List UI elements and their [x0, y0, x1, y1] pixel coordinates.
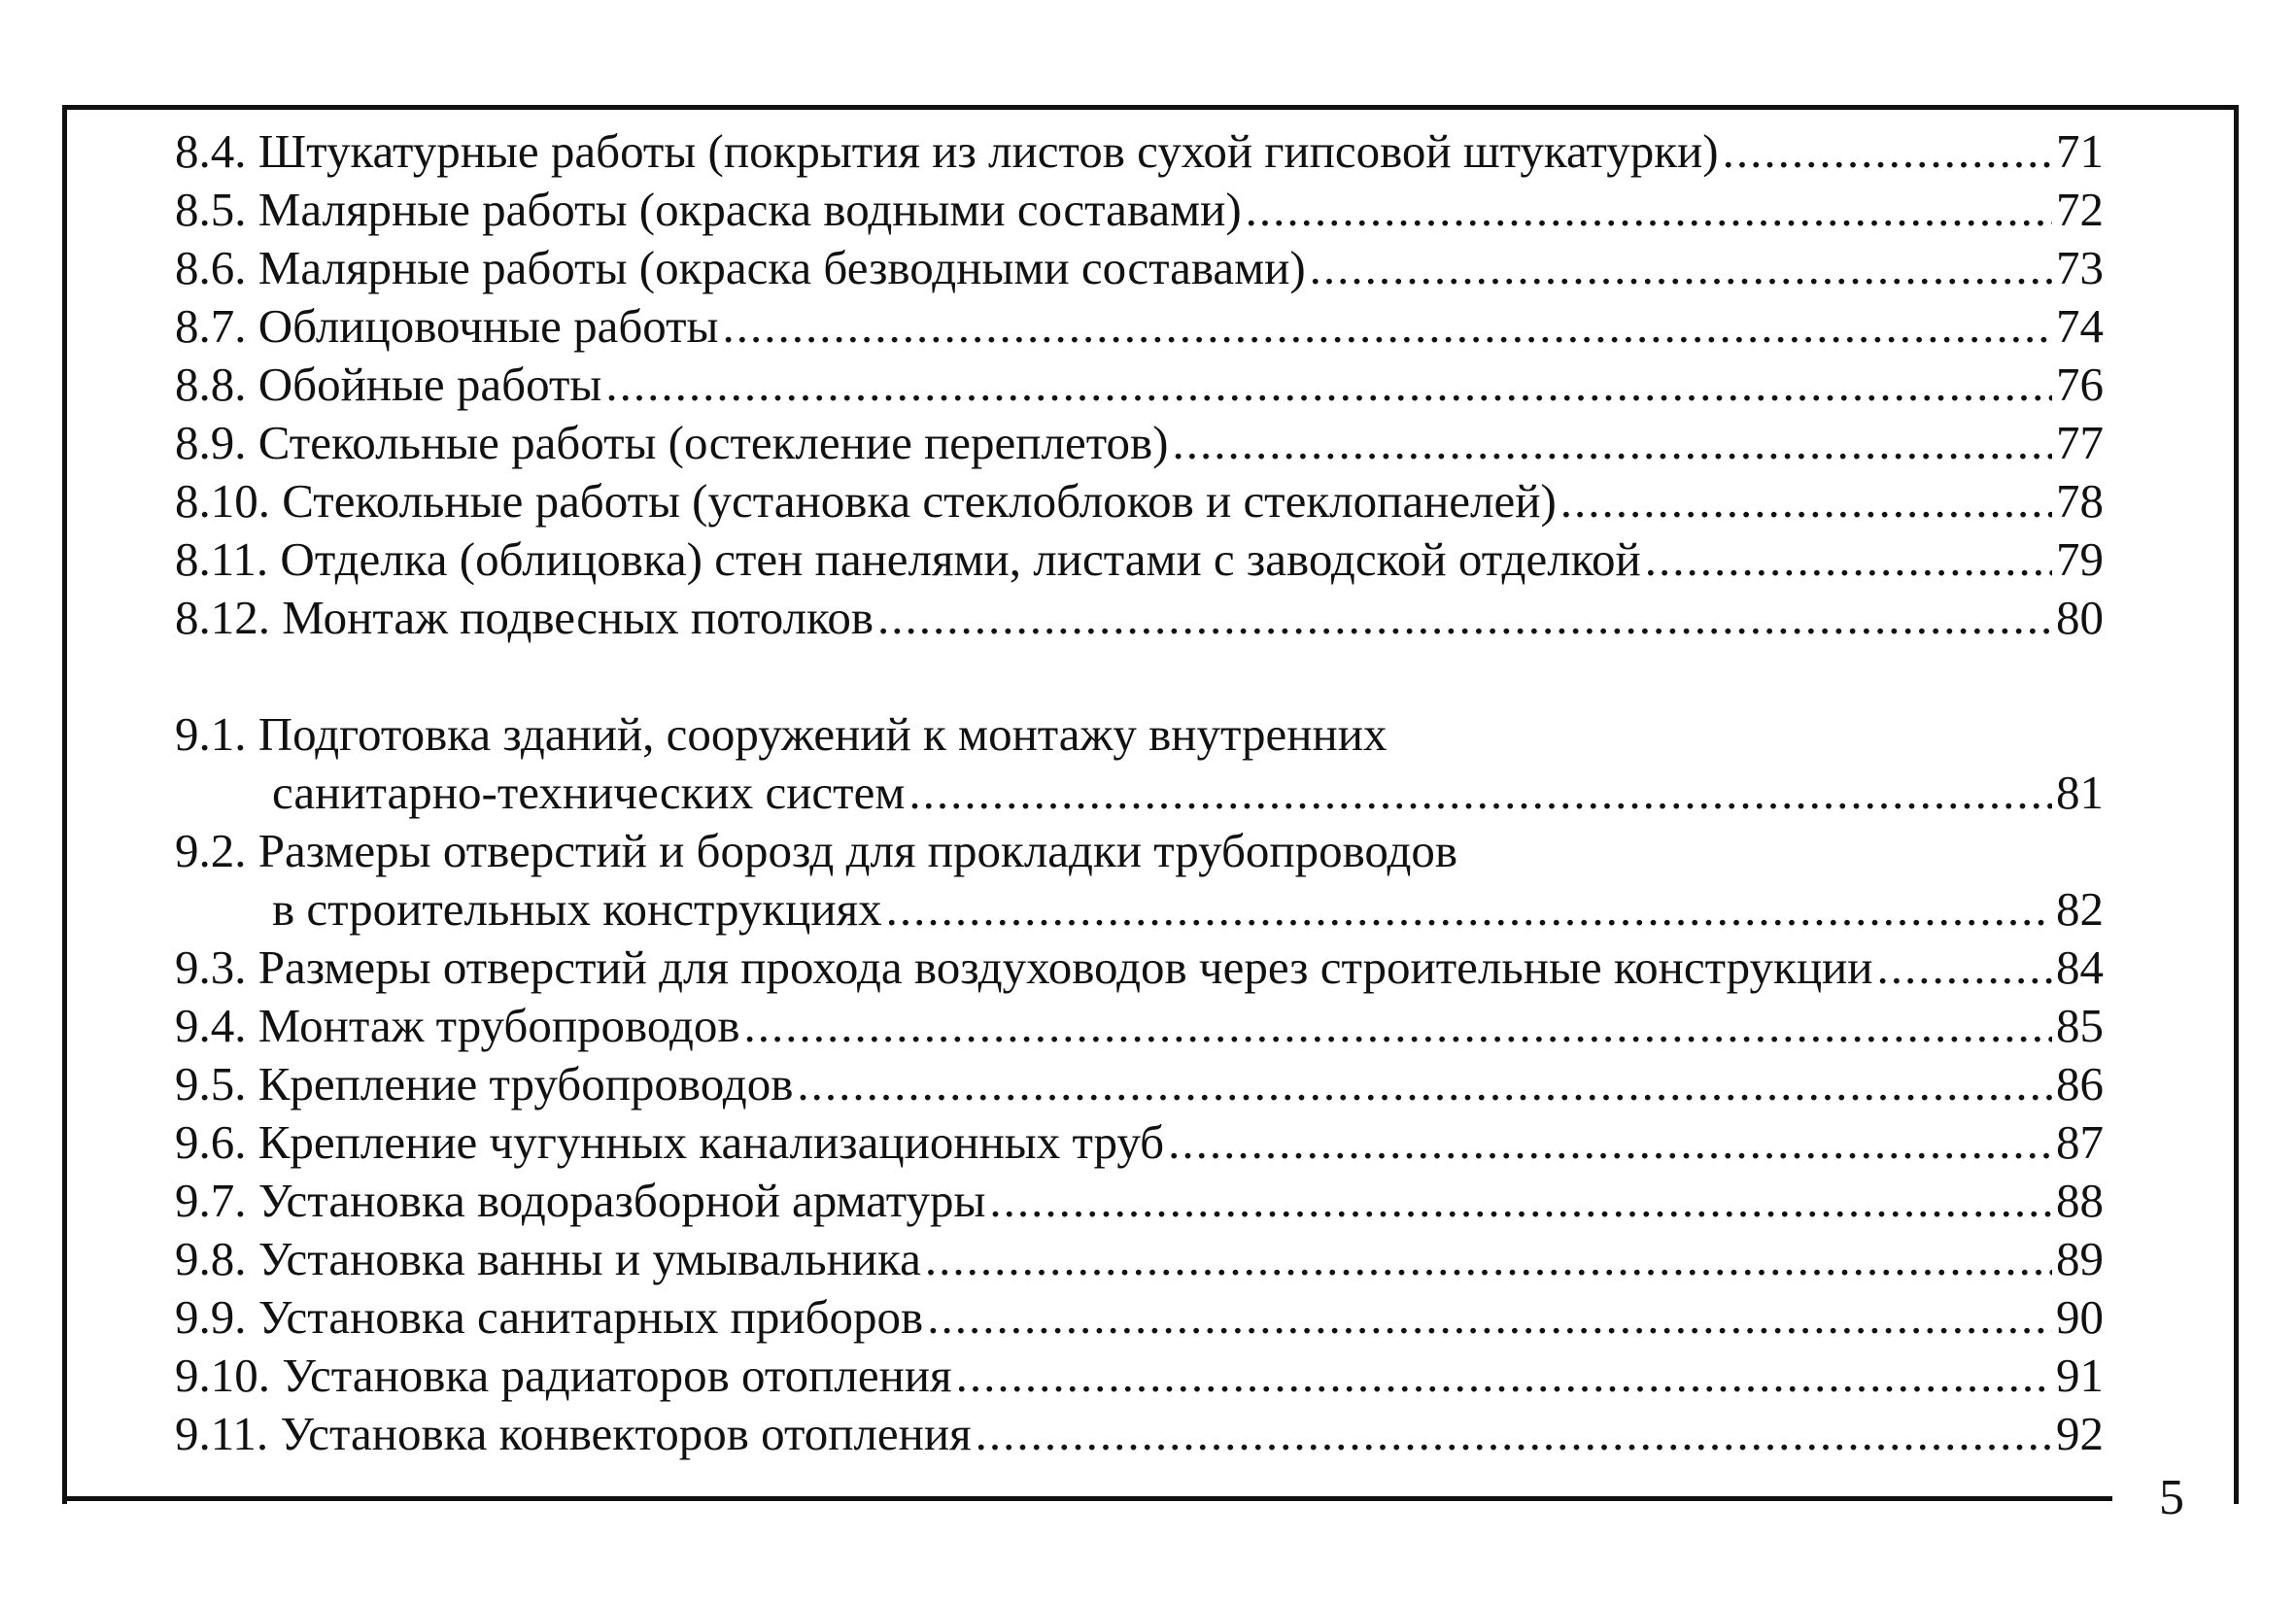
toc-entry-9-4[interactable]	[175, 997, 2104, 1055]
toc-entry-page: 77	[2056, 416, 2104, 469]
toc-entry-title: 9.5. Крепление трубопроводов	[175, 1057, 794, 1111]
dot-leader	[797, 1055, 2052, 1113]
toc-entry-title: 9.10. Установка радиаторов отопления	[175, 1349, 952, 1402]
toc-entry-9-2[interactable]	[175, 822, 2104, 939]
toc-entry-9-11[interactable]	[175, 1405, 2104, 1463]
toc-entry-8-6[interactable]	[175, 239, 2104, 297]
toc-entry-8-9[interactable]	[175, 414, 2104, 472]
toc-entry-title: 9.6. Крепление чугунных канализационных труб	[175, 1115, 1165, 1169]
toc-entry-page: 82	[2056, 882, 2104, 936]
toc-entry-9-1[interactable]	[175, 705, 2104, 822]
bottom-rule	[62, 1496, 2112, 1501]
toc-entry-9-5[interactable]	[175, 1055, 2104, 1113]
toc-entry-page: 80	[2056, 591, 2104, 644]
toc-entry-8-11[interactable]	[175, 530, 2104, 589]
toc-entry-9-6[interactable]	[175, 1113, 2104, 1172]
toc-entry-title: 9.7. Установка водоразборной арматуры	[175, 1174, 986, 1227]
toc-entry-title: в строительных конструкциях	[272, 882, 882, 936]
toc-entry-9-10[interactable]	[175, 1347, 2104, 1405]
dot-leader	[927, 1288, 2052, 1347]
dot-leader	[976, 1405, 2052, 1463]
dot-leader	[1560, 472, 2052, 530]
dot-leader	[886, 880, 2052, 939]
toc-entry-title-line1: 9.2. Размеры отверстий и борозд для прокладки трубопроводов	[175, 824, 1458, 877]
toc-entry-title: 8.10. Стекольные работы (установка стеклоблоков и стеклопанелей)	[175, 474, 1557, 528]
dot-leader	[877, 589, 2052, 647]
toc-entry-page: 76	[2056, 358, 2104, 411]
toc-entry-title: 8.5. Малярные работы (окраска водными составами)	[175, 183, 1242, 236]
toc-entry-title: 8.7. Облицовочные работы	[175, 299, 719, 353]
toc-entry-page: 87	[2056, 1115, 2104, 1169]
toc-entry-page: 71	[2056, 124, 2104, 178]
toc-entry-title: 9.8. Установка ванны и умывальника	[175, 1232, 921, 1285]
toc-entry-8-8[interactable]	[175, 356, 2104, 414]
toc-entry-title-line1: 9.1. Подготовка зданий, сооружений к монтажу внутренних	[175, 707, 1388, 761]
toc-entry-title: 9.9. Установка санитарных приборов	[175, 1290, 924, 1344]
toc-entry-title: 8.12. Монтаж подвесных потолков	[175, 591, 874, 644]
toc-entry-page: 86	[2056, 1057, 2104, 1111]
dot-leader	[1246, 181, 2052, 239]
toc-entry-title: 8.8. Обойные работы	[175, 358, 602, 411]
toc-entry-8-12[interactable]	[175, 589, 2104, 647]
section-gap	[175, 647, 2104, 705]
toc-entry-title: 9.4. Монтаж трубопроводов	[175, 999, 740, 1052]
toc-entry-page: 73	[2056, 241, 2104, 294]
toc-entry-page: 72	[2056, 183, 2104, 236]
dot-leader	[1310, 239, 2052, 297]
toc-entry-page: 91	[2056, 1349, 2104, 1402]
toc-entry-page: 85	[2056, 999, 2104, 1052]
toc-entry-title: 9.3. Размеры отверстий для прохода воздуховодов через строительные конструкции	[175, 940, 1873, 994]
toc-entry-9-9[interactable]	[175, 1288, 2104, 1347]
toc-entry-8-10[interactable]	[175, 472, 2104, 530]
toc-entry-8-4[interactable]	[175, 122, 2104, 181]
dot-leader	[908, 764, 2052, 822]
toc-entry-page: 74	[2056, 299, 2104, 353]
toc-entry-title: 8.6. Малярные работы (окраска безводными составами)	[175, 241, 1306, 294]
toc-entry-title: 8.11. Отделка (облицовка) стен панелями, листами с заводской отделкой	[175, 532, 1641, 586]
toc-entry-9-3[interactable]	[175, 939, 2104, 997]
toc-entry-page: 81	[2056, 766, 2104, 819]
toc-entry-title: 8.4. Штукатурные работы (покрытия из листов сухой гипсовой штукатурки)	[175, 124, 1719, 178]
dot-leader	[1172, 414, 2052, 472]
page-number: 5	[2159, 1470, 2184, 1525]
toc-entry-page: 84	[2056, 940, 2104, 994]
dot-leader	[1168, 1113, 2052, 1172]
toc-entry-9-8[interactable]	[175, 1230, 2104, 1288]
dot-leader	[722, 297, 2052, 356]
table-of-contents	[175, 122, 2104, 1463]
toc-entry-9-7[interactable]	[175, 1172, 2104, 1230]
dot-leader	[925, 1230, 2052, 1288]
toc-entry-page: 79	[2056, 532, 2104, 586]
dot-leader	[956, 1347, 2052, 1405]
toc-entry-page: 92	[2056, 1407, 2104, 1460]
dot-leader	[605, 356, 2052, 414]
dot-leader	[744, 997, 2052, 1055]
toc-entry-8-5[interactable]	[175, 181, 2104, 239]
dot-leader	[989, 1172, 2052, 1230]
dot-leader	[1877, 939, 2053, 997]
toc-entry-page: 78	[2056, 474, 2104, 528]
toc-entry-page: 88	[2056, 1174, 2104, 1227]
toc-entry-title: 9.11. Установка конвекторов отопления	[175, 1407, 972, 1460]
toc-entry-8-7[interactable]	[175, 297, 2104, 356]
toc-entry-page: 89	[2056, 1232, 2104, 1285]
toc-entry-title: санитарно-технических систем	[272, 766, 906, 819]
dot-leader	[1723, 122, 2052, 181]
toc-entry-title: 8.9. Стекольные работы (остекление переплетов)	[175, 416, 1169, 469]
dot-leader	[1645, 530, 2052, 589]
toc-entry-page: 90	[2056, 1290, 2104, 1344]
